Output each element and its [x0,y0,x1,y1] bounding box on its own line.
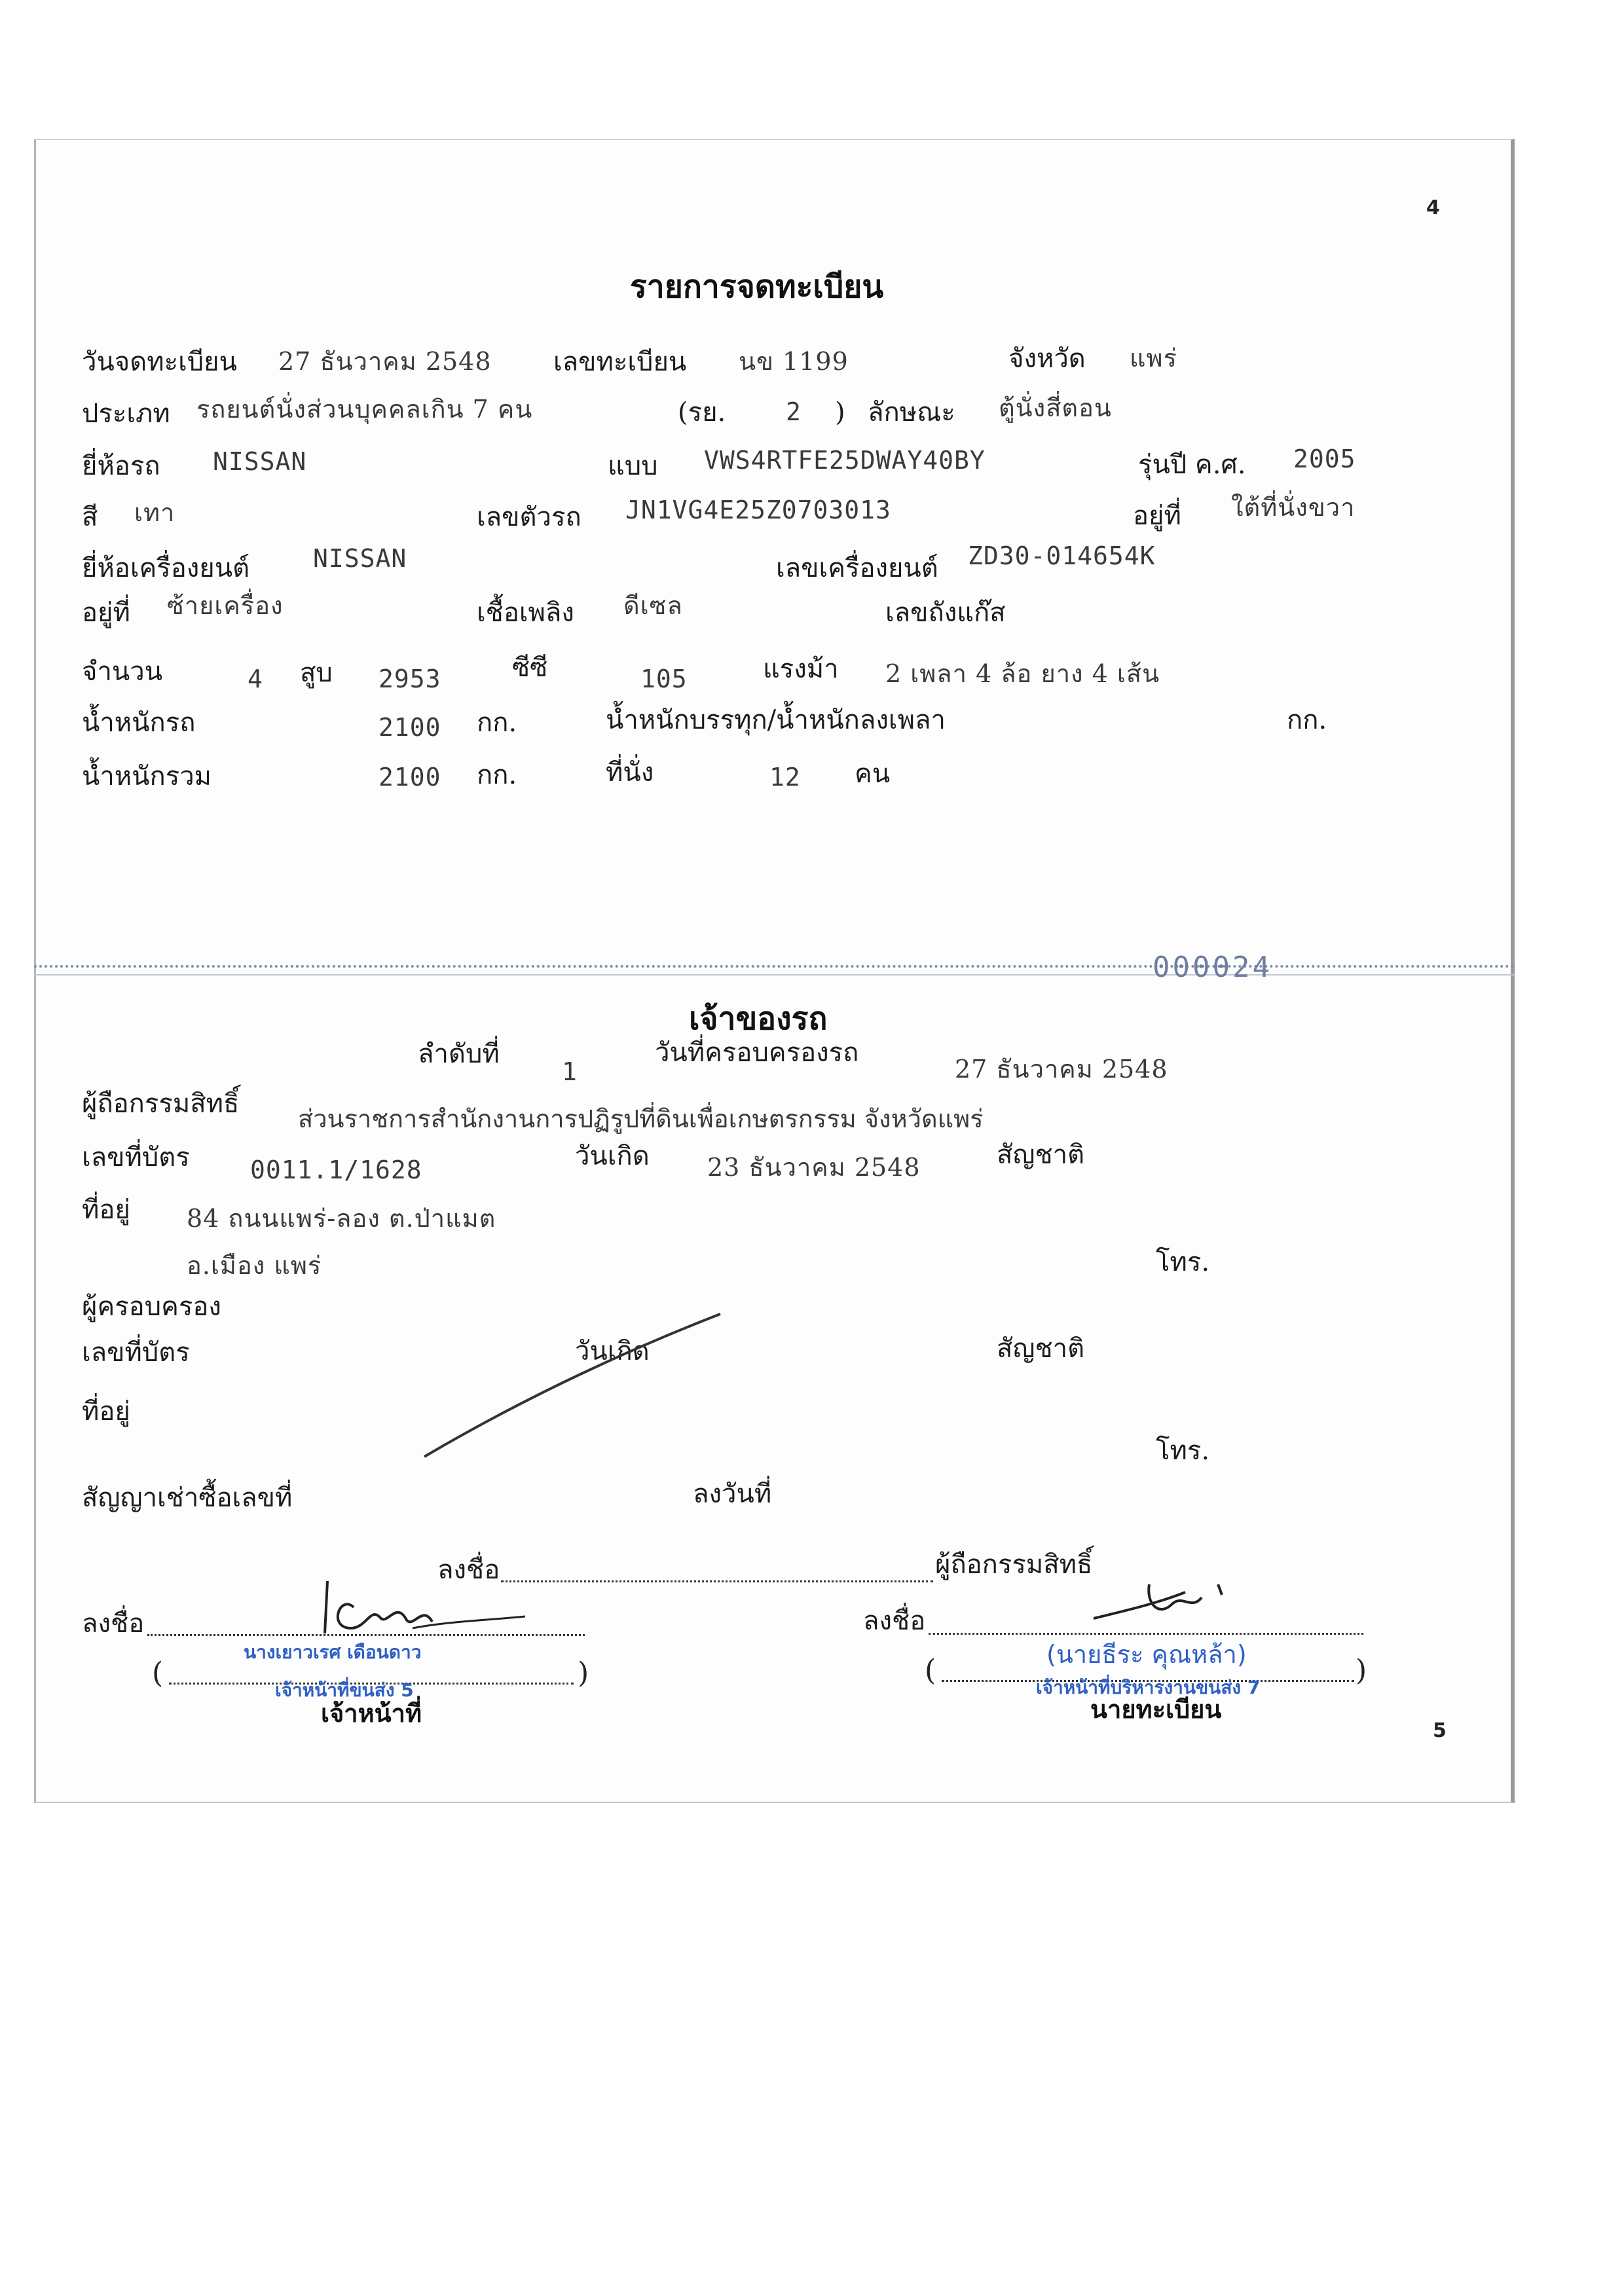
card-label: เลขที่บัตร [82,1142,190,1173]
possessor-tel-label: โทร. [1156,1436,1210,1466]
left-open-paren: ( [152,1656,164,1690]
lease-date-label: ลงวันที่ [693,1479,772,1509]
axles-value: 2 เพลา 4 ล้อ ยาง 4 เส้น [885,659,1160,688]
engine-brand-label: ยี่ห้อเครื่องยนต์ [82,553,250,583]
year-label: รุ่นปี ค.ศ. [1138,450,1246,480]
province-value: แพร่ [1130,344,1177,373]
total-weight-unit: กก. [477,760,517,790]
address-label: ที่อยู่ [82,1195,130,1225]
birth-value: 23 ธันวาคม 2548 [707,1153,921,1182]
style-value: ตู้นั่งสี่ตอน [999,393,1112,422]
reg-date-value: 27 ธันวาคม 2548 [278,347,492,376]
holder-role-label: ผู้ถือกรรมสิทธิ์ [935,1550,1093,1580]
weight-label: น้ำหนักรถ [82,708,196,738]
birth-label: วันเกิด [575,1141,650,1171]
ry-close: ) [835,397,845,428]
type-label: ประเภท [82,399,170,429]
right-sign-label: ลงชื่อ [863,1606,926,1636]
ry-open: (รย. [678,397,726,428]
possessor-birth-label: วันเกิด [575,1336,650,1366]
right-stamp-name: (นายธีระ คุณหล้า) [1046,1640,1247,1669]
holder-label: ผู้ถือกรรมสิทธิ์ [82,1089,240,1119]
weight-value: 2100 [378,713,441,742]
engine-brand-value: NISSAN [313,544,407,573]
address-line-2: อ.เมือง แพร่ [187,1251,322,1280]
right-stamp-title: เจ้าหน้าที่บริหารงานขนส่ง 7 [1036,1677,1261,1698]
nationality-label: สัญชาติ [997,1140,1085,1170]
persons-label: คน [855,759,891,789]
seats-label: ที่นั่ง [606,757,654,788]
hp-label: แรงม้า [763,654,839,684]
brand-label: ยี่ห้อรถ [82,451,160,481]
left-close-paren: ) [578,1656,589,1690]
lease-label: สัญญาเช่าซื้อเลขที่ [82,1483,293,1513]
load-label: น้ำหนักบรรทุก/น้ำหนักลงเพลา [606,705,946,735]
possessor-label: ผู้ครอบครอง [82,1292,221,1322]
possess-date-label: วันที่ครอบครองรถ [655,1038,859,1068]
holder-sign-label: ลงชื่อ [437,1555,500,1585]
gas-tank-label: เลขถังแก๊ส [885,598,1006,628]
fuel-label: เชื้อเพลิง [477,598,574,628]
left-signature [314,1568,537,1647]
model-label: แบบ [608,451,658,481]
possess-date-value: 27 ธันวาคม 2548 [955,1055,1168,1084]
type-value: รถยนต์นั่งส่วนบุคคลเกิน 7 คน [196,395,533,424]
model-value: VWS4RTFE25DWAY40BY [704,446,986,475]
color-label: สี [82,502,98,532]
year-value: 2005 [1293,445,1356,473]
seats-value: 12 [769,763,801,792]
count-label: จำนวน [82,657,163,687]
cylinder-label: สูบ [300,658,333,688]
total-weight-value: 2100 [378,763,441,792]
style-label: ลักษณะ [868,397,955,428]
chassis-loc-label: อยู่ที่ [1133,501,1181,531]
holder-value: ส่วนราชการสำนักงานการปฏิรูปที่ดินเพื่อเกษตรกรรม จังหวัดแพร่ [298,1104,984,1133]
address-line-1: 84 ถนนแพร่-ลอง ต.ป่าแมต [187,1204,496,1233]
document-number-fragment: 000024 [1153,951,1272,984]
engine-loc-label: อยู่ที่ [82,598,130,628]
possessor-nationality-label: สัญชาติ [997,1334,1085,1364]
engine-loc-value: ซ้ายเครื่อง [167,591,284,620]
right-signature [1087,1571,1244,1643]
left-role-label: เจ้าหน้าที่ [321,1698,422,1728]
color-value: เทา [134,498,175,527]
registration-title: รายการจดทะเบียน [630,268,884,305]
left-sign-label: ลงชื่อ [82,1609,145,1639]
chassis-label: เลขตัวรถ [477,502,581,532]
brand-value: NISSAN [213,447,307,476]
cancel-strike-line [419,1306,727,1463]
engine-no-value: ZD30-014654K [968,541,1156,570]
card-value: 0011.1/1628 [250,1156,422,1184]
cc-label: ซีซี [512,653,548,683]
province-label: จังหวัด [1008,344,1086,374]
plate-label: เลขทะเบียน [553,347,687,377]
left-stamp-name: นางเยาวเรศ เดือนดาว [244,1641,422,1663]
holder-sign-line [501,1580,933,1582]
ry-value: 2 [786,397,802,426]
chassis-value: JN1VG4E25Z0703013 [625,496,891,524]
seq-label: ลำดับที่ [418,1039,500,1069]
right-role-label: นายทะเบียน [1090,1694,1222,1724]
weight-unit: กก. [477,708,517,738]
fuel-value: ดีเซล [623,591,683,620]
cc-value: 2953 [378,665,441,693]
right-open-paren: ( [925,1654,936,1687]
possessor-address-label: ที่อยู่ [82,1396,130,1427]
fold-perforation [34,965,1515,975]
seq-value: 1 [562,1057,578,1086]
page-number-top: 4 [1426,196,1440,219]
total-weight-label: น้ำหนักรวม [82,761,212,792]
cylinders-value: 4 [248,665,263,693]
hp-value: 105 [640,665,688,693]
owner-title: เจ้าของรถ [689,1000,828,1037]
plate-value: นข 1199 [739,347,849,376]
reg-date-label: วันจดทะเบียน [82,347,237,377]
possessor-card-label: เลขที่บัตร [82,1338,190,1368]
left-stamp-title: เจ้าหน้าที่ขนส่ง 5 [275,1679,414,1701]
tel-label: โทร. [1156,1247,1210,1277]
right-close-paren: ) [1356,1654,1367,1687]
engine-no-label: เลขเครื่องยนต์ [776,553,938,583]
chassis-loc-value: ใต้ที่นั่งขวา [1231,493,1356,522]
load-unit: กก. [1287,705,1327,735]
page-number-bottom: 5 [1433,1719,1447,1742]
